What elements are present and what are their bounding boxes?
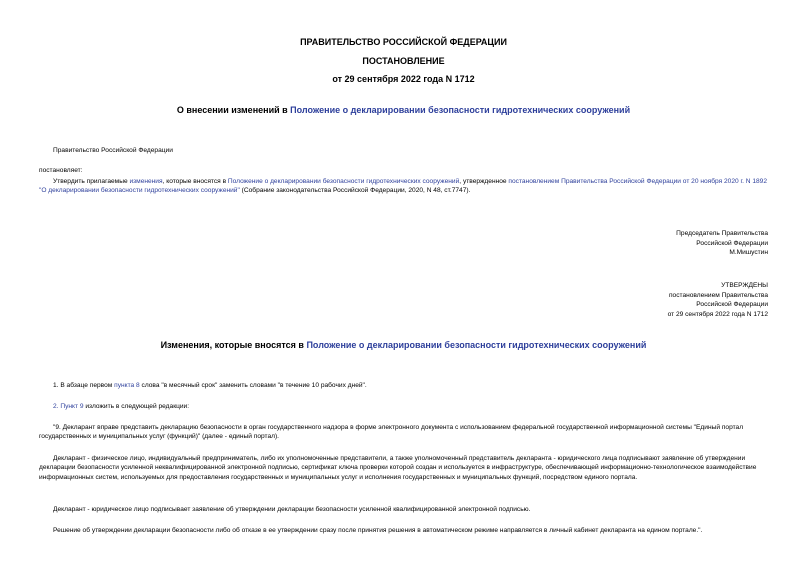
- signature-line-1: Председатель Правительства: [676, 230, 768, 237]
- document-type-heading: ПОСТАНОВЛЕНИЕ: [362, 56, 445, 66]
- quote-paragraph-1: "9. Декларант вправе представить декларацию безопасности в орган государственного надзора в форме электронного документа с использованием федеральной государственной информационной системы "Единый портал государственных и муниципальных услуг (функций)" (далее - единый портал).: [39, 424, 744, 441]
- clause-8-link[interactable]: пункта 8: [114, 382, 140, 389]
- quote-paragraph-4: Решение об утверждении декларации безопасности либо об отказе в ее утверждении сразу после принятия решения в автоматическом режиме направляется в личный кабинет декларанта на едином портале.".: [53, 527, 703, 534]
- clause-9-link[interactable]: Пункт 9: [60, 403, 84, 410]
- item-1-text-a: 1. В абзаце первом: [53, 382, 115, 389]
- title-prefix: О внесении изменений в: [176, 105, 291, 115]
- item-1-text-b: слова "в месячный срок" заменить словами "в течение 10 рабочих дней".: [139, 382, 367, 389]
- item-1: [53, 381, 367, 390]
- approved-block: [668, 281, 768, 319]
- changes-title-prefix: Изменения, которые вносятся в: [160, 340, 307, 350]
- decision-text-b: , которые вносятся в: [162, 178, 228, 185]
- resolution-link[interactable]: постановлением Правительства Российской Федерации от 20 ноября 2020 г. N 1892 "О декларировании безопасности гидротехнических сооружений": [39, 178, 768, 195]
- quote-paragraph-2: Декларант - физическое лицо, индивидуальный предприниматель, либо их уполномоченные представители, а также уполномоченный представитель декларанта - юридического лица подписывают заявление об утверждении декларации безопасности усиленной неквалифицированной электронной подписью, сертификат ключа проверки которой создан и используется в инфраструктуре, обеспечивающей информационно-технологическое взаимодействие информационных систем, используемых для предоставления государственных и муниципальных услуг и исполнения государственных и муниципальных функций, посредством единого портала.: [39, 455, 757, 481]
- signature-block: [676, 229, 768, 258]
- document-title: [0, 105, 807, 115]
- decision-text-c: , утвержденное: [459, 178, 509, 185]
- item-2-text: изложить в следующей редакции:: [83, 403, 190, 410]
- government-heading: ПРАВИТЕЛЬСТВО РОССИЙСКОЙ ФЕДЕРАЦИИ: [300, 37, 507, 47]
- approved-line-1: УТВЕРЖДЕНЫ: [721, 282, 768, 289]
- decision-text-a: Утвердить прилагаемые: [53, 178, 130, 185]
- approved-line-2: постановлением Правительства: [668, 291, 768, 299]
- signature-line-3: М.Мишустин: [729, 249, 768, 257]
- title-link[interactable]: Положение о декларировании безопасности гидротехнических сооружений: [290, 105, 631, 115]
- changes-title-link[interactable]: Положение о декларировании безопасности гидротехнических сооружений: [306, 340, 647, 350]
- decision-paragraph: [39, 177, 769, 196]
- preamble-decides: постановляет:: [39, 167, 83, 174]
- approved-line-3: Российской Федерации: [696, 301, 768, 309]
- preamble-government: Правительство Российской Федерации: [53, 147, 173, 154]
- signature-line-2: Российской Федерации: [696, 239, 768, 247]
- document-date-number: от 29 сентября 2022 года N 1712: [332, 74, 475, 84]
- decision-text-d: (Собрание законодательства Российской Федерации, 2020, N 48, ст.7747).: [239, 187, 471, 195]
- quote-paragraph-3: Декларант - юридическое лицо подписывает заявление об утверждении декларации безопасности усиленной квалифицированной электронной подписью.: [53, 506, 531, 513]
- regulation-link[interactable]: Положение о декларировании безопасности гидротехнических сооружений: [227, 178, 460, 185]
- item-2: [53, 402, 189, 411]
- changes-title: [0, 340, 807, 350]
- approved-line-4: от 29 сентября 2022 года N 1712: [667, 310, 768, 318]
- item-2-number: 2.: [53, 403, 61, 410]
- changes-link[interactable]: изменения: [129, 178, 163, 185]
